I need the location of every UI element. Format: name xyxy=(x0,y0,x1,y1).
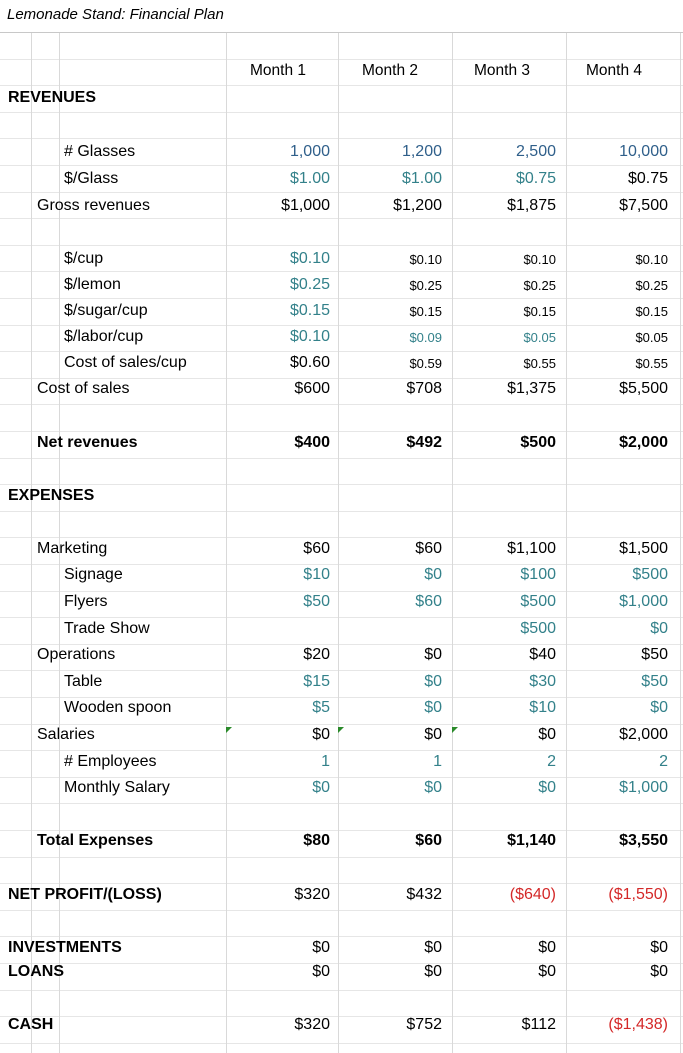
cell-value[interactable]: $60 xyxy=(415,540,442,557)
cell-warning-indicator xyxy=(226,727,232,733)
cell-value[interactable]: $1,000 xyxy=(619,593,668,610)
cell-value[interactable]: $10 xyxy=(303,566,330,583)
gridline-horizontal xyxy=(0,325,683,326)
cell-value[interactable]: $0 xyxy=(424,779,442,796)
gridline-horizontal xyxy=(0,85,683,86)
gridline-horizontal xyxy=(0,431,683,432)
gridline-horizontal xyxy=(0,750,683,751)
gridline-horizontal xyxy=(0,564,683,565)
gridline-horizontal xyxy=(0,883,683,884)
row-label[interactable]: $/lemon xyxy=(64,276,121,293)
cell-value[interactable]: $0.05 xyxy=(635,330,668,345)
gridline-horizontal xyxy=(0,936,683,937)
cell-value[interactable]: 2 xyxy=(659,753,668,770)
cell-value[interactable]: $0 xyxy=(650,620,668,637)
cell-value[interactable]: $2,000 xyxy=(619,434,668,451)
row-label[interactable]: $/Glass xyxy=(64,170,119,187)
cell-value[interactable]: $492 xyxy=(406,434,442,451)
gridline-horizontal xyxy=(0,165,683,166)
cell-value[interactable]: $1,000 xyxy=(619,779,668,796)
cell-value[interactable]: $0 xyxy=(650,939,668,956)
cell-value[interactable]: $60 xyxy=(415,593,442,610)
cell-value[interactable]: $0.60 xyxy=(289,354,330,371)
gridline-horizontal xyxy=(0,271,683,272)
cell-value[interactable]: $0.10 xyxy=(289,328,330,345)
cell-value[interactable]: $50 xyxy=(303,593,330,610)
gridline-horizontal xyxy=(0,218,683,219)
gridline-horizontal xyxy=(0,378,683,379)
cell-value[interactable]: $0 xyxy=(424,726,442,743)
cell-value[interactable]: $1,375 xyxy=(507,380,556,397)
cell-value[interactable]: $0 xyxy=(312,963,330,980)
gridline-vertical xyxy=(338,0,339,1053)
row-label[interactable]: Monthly Salary xyxy=(64,779,170,796)
cell-value[interactable]: $0.10 xyxy=(409,252,442,267)
cell-value[interactable]: $50 xyxy=(641,673,668,690)
row-label[interactable]: # Employees xyxy=(64,753,157,770)
cell-value[interactable]: $60 xyxy=(415,832,442,849)
gridline-horizontal xyxy=(0,697,683,698)
column-header-month-2[interactable]: Month 2 xyxy=(361,62,418,79)
cell-value[interactable]: $0 xyxy=(424,939,442,956)
cell-value[interactable]: 10,000 xyxy=(619,143,668,160)
cell-value[interactable]: $1,875 xyxy=(507,197,556,214)
gridline-horizontal xyxy=(0,59,683,60)
cell-value[interactable]: $752 xyxy=(406,1016,442,1033)
cell-value[interactable]: $708 xyxy=(406,380,442,397)
row-label[interactable]: Net revenues xyxy=(37,434,138,451)
cell-value[interactable]: $0 xyxy=(538,779,556,796)
gridline-horizontal xyxy=(0,138,683,139)
cell-value[interactable]: $0 xyxy=(538,939,556,956)
cell-value[interactable]: $0.55 xyxy=(523,356,556,371)
gridline-horizontal xyxy=(0,617,683,618)
cell-value[interactable]: 1 xyxy=(433,753,442,770)
row-label[interactable]: REVENUES xyxy=(8,89,97,106)
cell-value[interactable]: $0 xyxy=(424,673,442,690)
gridline-horizontal xyxy=(0,192,683,193)
gridline-horizontal xyxy=(0,112,683,113)
row-label[interactable]: Marketing xyxy=(37,540,108,557)
gridline-horizontal xyxy=(0,404,683,405)
gridline-vertical xyxy=(226,0,227,1053)
gridline-horizontal xyxy=(0,298,683,299)
cell-value[interactable]: $80 xyxy=(303,832,330,849)
cell-value[interactable]: $1,500 xyxy=(619,540,668,557)
row-label[interactable]: Flyers xyxy=(64,593,108,610)
row-label[interactable]: Wooden spoon xyxy=(64,699,172,716)
cell-value[interactable]: $1,000 xyxy=(281,197,330,214)
cell-value[interactable]: $1.00 xyxy=(401,170,442,187)
cell-value[interactable]: 2 xyxy=(547,753,556,770)
gridline-horizontal xyxy=(0,245,683,246)
row-label[interactable]: CASH xyxy=(8,1016,54,1033)
row-label[interactable]: INVESTMENTS xyxy=(8,939,122,956)
gridline-horizontal xyxy=(0,458,683,459)
column-header-month-1[interactable]: Month 1 xyxy=(249,62,306,79)
row-label[interactable]: EXPENSES xyxy=(8,487,95,504)
gridline-horizontal xyxy=(0,830,683,831)
cell-value[interactable]: $0.55 xyxy=(635,356,668,371)
gridline-horizontal xyxy=(0,1043,683,1044)
cell-value[interactable]: $0 xyxy=(424,963,442,980)
gridline-horizontal xyxy=(0,511,683,512)
row-label[interactable]: Salaries xyxy=(37,726,95,743)
gridline-horizontal xyxy=(0,644,683,645)
cell-value[interactable]: $0.15 xyxy=(635,304,668,319)
cell-value[interactable]: $500 xyxy=(520,434,556,451)
gridline-vertical xyxy=(680,0,681,1053)
gridline-horizontal xyxy=(0,910,683,911)
cell-value[interactable]: $432 xyxy=(406,886,442,903)
cell-value[interactable]: $0 xyxy=(424,566,442,583)
row-label[interactable]: $/cup xyxy=(64,250,104,267)
gridline-horizontal xyxy=(0,857,683,858)
gridline-horizontal xyxy=(0,591,683,592)
row-label[interactable]: $/sugar/cup xyxy=(64,302,148,319)
cell-value[interactable]: $0.25 xyxy=(635,278,668,293)
row-label[interactable]: Table xyxy=(64,673,103,690)
cell-value[interactable]: 1,000 xyxy=(289,143,330,160)
title-row xyxy=(0,0,683,33)
cell-value[interactable]: $400 xyxy=(294,434,330,451)
cell-value[interactable]: $0.05 xyxy=(523,330,556,345)
cell-value[interactable]: $100 xyxy=(520,566,556,583)
gridline-horizontal xyxy=(0,990,683,991)
cell-value[interactable]: $1,200 xyxy=(393,197,442,214)
cell-value[interactable]: $0 xyxy=(312,726,330,743)
row-label[interactable]: # Glasses xyxy=(64,143,136,160)
cell-value[interactable]: 1,200 xyxy=(401,143,442,160)
gridline-vertical xyxy=(452,0,453,1053)
row-label[interactable]: Trade Show xyxy=(64,620,150,637)
cell-value[interactable]: $60 xyxy=(303,540,330,557)
cell-value[interactable]: $500 xyxy=(632,566,668,583)
cell-value[interactable]: $7,500 xyxy=(619,197,668,214)
cell-warning-indicator xyxy=(338,727,344,733)
cell-value[interactable]: $1,100 xyxy=(507,540,556,557)
row-label[interactable]: Operations xyxy=(37,646,116,663)
row-label[interactable]: Gross revenues xyxy=(37,197,150,214)
cell-value[interactable]: $0.10 xyxy=(289,250,330,267)
row-label[interactable]: Signage xyxy=(64,566,123,583)
row-label[interactable]: $/labor/cup xyxy=(64,328,144,345)
cell-value[interactable]: $0.59 xyxy=(409,356,442,371)
gridline-horizontal xyxy=(0,724,683,725)
cell-value[interactable]: $0 xyxy=(538,726,556,743)
cell-value[interactable]: $320 xyxy=(294,886,330,903)
cell-value[interactable]: $40 xyxy=(529,646,556,663)
cell-value[interactable]: $5,500 xyxy=(619,380,668,397)
cell-value[interactable]: $0.09 xyxy=(409,330,442,345)
cell-value[interactable]: $0.75 xyxy=(627,170,668,187)
row-label[interactable]: Total Expenses xyxy=(37,832,154,849)
cell-value[interactable]: $2,000 xyxy=(619,726,668,743)
cell-value[interactable]: $0.15 xyxy=(289,302,330,319)
cell-value[interactable]: ($1,550) xyxy=(608,886,668,903)
cell-warning-indicator xyxy=(452,727,458,733)
cell-value[interactable]: $0.25 xyxy=(409,278,442,293)
gridline-horizontal xyxy=(0,484,683,485)
row-label[interactable]: LOANS xyxy=(8,963,64,980)
cell-value[interactable]: $0 xyxy=(650,963,668,980)
cell-value[interactable]: $1.00 xyxy=(289,170,330,187)
cell-value[interactable]: $0.15 xyxy=(409,304,442,319)
cell-value[interactable]: $0.15 xyxy=(523,304,556,319)
cell-value[interactable]: $0 xyxy=(312,779,330,796)
cell-value[interactable]: $0.25 xyxy=(289,276,330,293)
cell-value[interactable]: $0 xyxy=(424,699,442,716)
column-header-month-4[interactable]: Month 4 xyxy=(585,62,642,79)
sheet-title: Lemonade Stand: Financial Plan xyxy=(7,6,224,23)
cell-value[interactable]: $0.10 xyxy=(523,252,556,267)
row-label[interactable]: Cost of sales xyxy=(37,380,130,397)
cell-value[interactable]: 2,500 xyxy=(515,143,556,160)
gridline-horizontal xyxy=(0,777,683,778)
cell-value[interactable]: $0.25 xyxy=(523,278,556,293)
cell-value[interactable]: $20 xyxy=(303,646,330,663)
cell-value[interactable]: $500 xyxy=(520,593,556,610)
gridline-horizontal xyxy=(0,537,683,538)
gridline-horizontal xyxy=(0,351,683,352)
cell-value[interactable]: $0.75 xyxy=(515,170,556,187)
cell-value[interactable]: $3,550 xyxy=(619,832,668,849)
cell-value[interactable]: $0 xyxy=(650,699,668,716)
cell-value[interactable]: ($640) xyxy=(509,886,556,903)
cell-value[interactable]: $5 xyxy=(312,699,330,716)
cell-value[interactable]: $0.10 xyxy=(635,252,668,267)
gridline-horizontal xyxy=(0,670,683,671)
cell-value[interactable]: $500 xyxy=(520,620,556,637)
row-label[interactable]: NET PROFIT/(LOSS) xyxy=(8,886,162,903)
cell-value[interactable]: $30 xyxy=(529,673,556,690)
column-header-month-3[interactable]: Month 3 xyxy=(473,62,530,79)
cell-value[interactable]: $0 xyxy=(538,963,556,980)
cell-value[interactable]: 1 xyxy=(321,753,330,770)
cell-value[interactable]: ($1,438) xyxy=(608,1016,668,1033)
cell-value[interactable]: $320 xyxy=(294,1016,330,1033)
cell-value[interactable]: $0 xyxy=(424,646,442,663)
cell-value[interactable]: $0 xyxy=(312,939,330,956)
row-label[interactable]: Cost of sales/cup xyxy=(64,354,187,371)
cell-value[interactable]: $112 xyxy=(521,1016,556,1033)
gridline-horizontal xyxy=(0,803,683,804)
cell-value[interactable]: $50 xyxy=(641,646,668,663)
cell-value[interactable]: $600 xyxy=(294,380,330,397)
cell-value[interactable]: $15 xyxy=(303,673,330,690)
cell-value[interactable]: $1,140 xyxy=(507,832,556,849)
cell-value[interactable]: $10 xyxy=(529,699,556,716)
